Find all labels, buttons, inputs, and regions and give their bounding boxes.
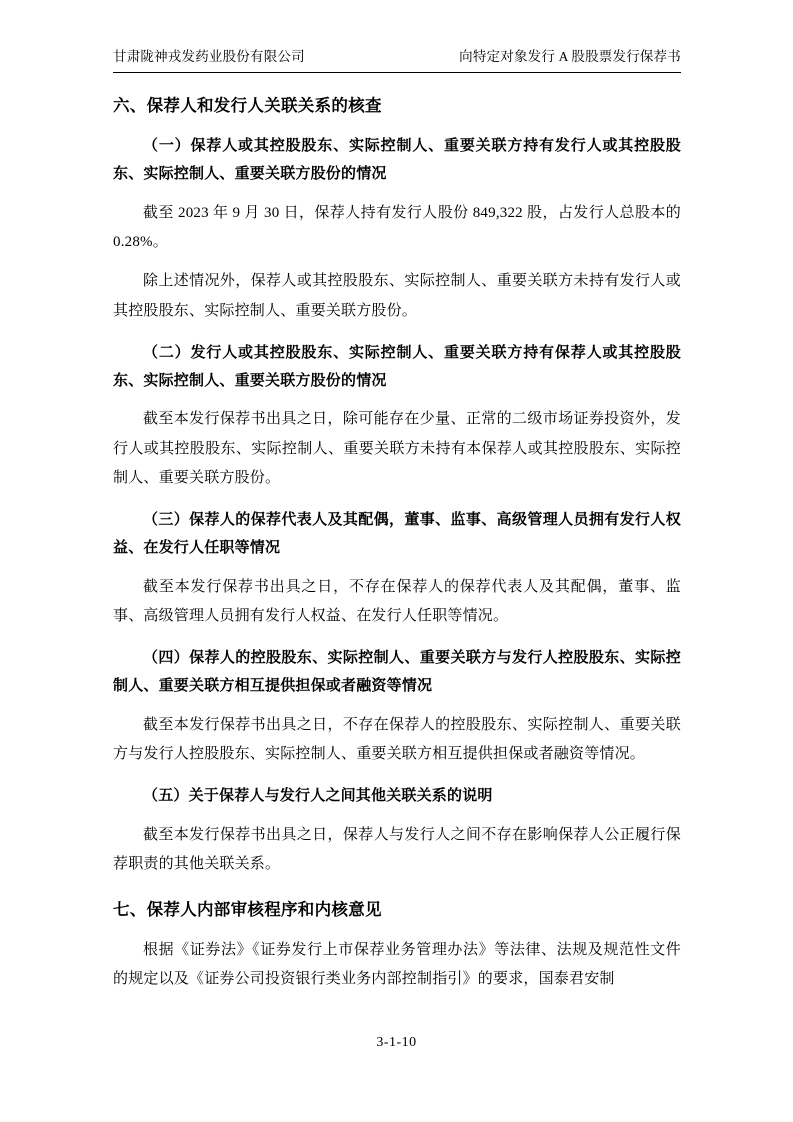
header-divider: [113, 72, 681, 73]
paragraph-sub1-2: 除上述情况外，保荐人或其控股股东、实际控制人、重要关联方未持有发行人或其控股股东、实际控制人、重要关联方股份。: [113, 273, 681, 319]
page-content: [113, 48, 681, 1004]
subsection-heading-three: （三）保荐人的保荐代表人及其配偶，董事、监事、高级管理人员拥有发行人权益、在发行人任职等情况: [113, 512, 681, 556]
subsection-heading-five: （五）关于保荐人与发行人之间其他关联关系的说明: [143, 788, 493, 805]
paragraph-sub1-1: 截至 2023 年 9 月 30 日，保荐人持有发行人股份 849,322 股，占发行人总股本的 0.28%。: [113, 204, 681, 251]
header-company-name: 甘肃陇神戎发药业股份有限公司: [113, 49, 305, 64]
header-document-title: 向特定对象发行 A 股股票发行保荐书: [459, 49, 681, 64]
paragraph-seven-1: 根据《证券法》《证券发行上市保荐业务管理办法》等法律、法规及规范性文件的规定以及《证券公司投资银行类业务内部控制指引》的要求，国泰君安制: [113, 941, 681, 987]
paragraph-sub3-1: 截至本发行保荐书出具之日，不存在保荐人的保荐代表人及其配偶，董事、监事、高级管理人员拥有发行人权益、在发行人任职等情况。: [113, 578, 681, 624]
subsection-heading-one: （一）保荐人或其控股股东、实际控制人、重要关联方持有发行人或其控股股东、实际控制人、重要关联方股份的情况: [113, 138, 681, 183]
page-header: [113, 48, 681, 72]
section-heading-seven: 七、保荐人内部审核程序和内核意见: [113, 900, 382, 920]
section-heading-six: 六、保荐人和发行人关联关系的核查: [113, 95, 382, 115]
paragraph-sub2-1: 截至本发行保荐书出具之日，除可能存在少量、正常的二级市场证券投资外，发行人或其控股股东、实际控制人、重要关联方未持有本保荐人或其控股股东、实际控制人、重要关联方股份。: [113, 411, 681, 486]
page-footer: [0, 1035, 793, 1051]
subsection-heading-two: （二）发行人或其控股股东、实际控制人、重要关联方持有保荐人或其控股股东、实际控制人、重要关联方股份的情况: [113, 344, 681, 389]
page-number: 3-1-10: [376, 1035, 417, 1050]
subsection-heading-four: （四）保荐人的控股股东、实际控制人、重要关联方与发行人控股股东、实际控制人、重要关联方相互提供担保或者融资等情况: [113, 650, 681, 694]
paragraph-sub5-1: 截至本发行保荐书出具之日，保荐人与发行人之间不存在影响保荐人公正履行保荐职责的其他关联关系。: [113, 826, 681, 873]
paragraph-sub4-1: 截至本发行保荐书出具之日，不存在保荐人的控股股东、实际控制人、重要关联方与发行人控股股东、实际控制人、重要关联方相互提供担保或者融资等情况。: [113, 716, 681, 762]
